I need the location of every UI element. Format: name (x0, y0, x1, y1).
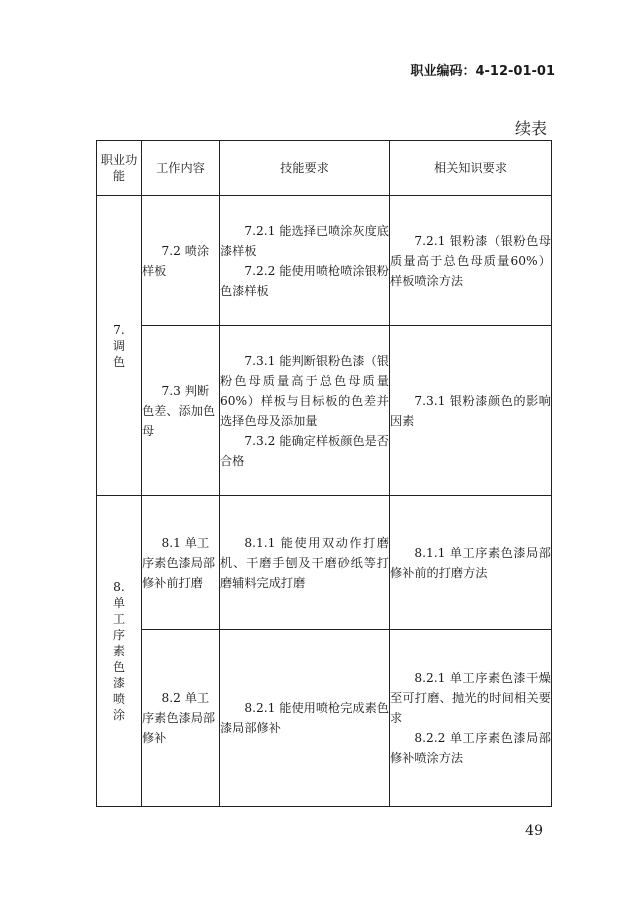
table-row (97, 326, 552, 496)
knowledge-cell: 8.1.1 单工序素色漆局部修补前的打磨方法 (390, 496, 552, 630)
header-knowledge: 相关知识要求 (390, 141, 552, 196)
knowledge-cell: 8.2.1 单工序素色漆干燥至可打磨、抛光的时间相关要求 8.2.2 单工序素色漆局部修补喷涂方法 (390, 630, 552, 807)
function-number: 7. (113, 322, 125, 337)
table-row (97, 630, 552, 807)
knowledge-cell: 7.3.1 银粉漆颜色的影响因素 (390, 326, 552, 496)
knowledge-cell: 7.2.1 银粉漆（银粉色母质量高于总色母质量60%）样板喷涂方法 (390, 196, 552, 326)
skills-table (96, 140, 552, 807)
table-row (97, 196, 552, 326)
function-name: 调色 (112, 338, 126, 369)
header-work: 工作内容 (142, 141, 220, 196)
table-header-row (97, 141, 552, 196)
table-row (97, 496, 552, 630)
function-name: 单工序素色漆喷涂 (112, 596, 126, 722)
function-number: 8. (113, 580, 125, 594)
work-cell: 8.2 单工序素色漆局部修补 (142, 630, 220, 807)
function-cell-7 (97, 196, 142, 496)
skills-cell: 8.2.1 能使用喷枪完成素色漆局部修补 (220, 630, 390, 807)
page-number: 49 (525, 823, 543, 839)
continued-label: 续表 (514, 119, 547, 138)
skills-cell: 8.1.1 能使用双动作打磨机、干磨手刨及干磨砂纸等打磨辅料完成打磨 (220, 496, 390, 630)
skills-cell: 7.2.1 能选择已喷涂灰度底漆样板 7.2.2 能使用喷枪喷涂银粉色漆样板 (220, 196, 390, 326)
header-skills: 技能要求 (220, 141, 390, 196)
skills-cell: 7.3.1 能判断银粉色漆（银粉色母质量高于总色母质量60%）样板与目标板的色差并选择色母及添加量 7.3.2 能确定样板颜色是否合格 (220, 326, 390, 496)
work-cell: 8.1 单工序素色漆局部修补前打磨 (142, 496, 220, 630)
work-cell: 7.2 喷涂样板 (142, 196, 220, 326)
occupation-code: 职业编码：4-12-01-01 (410, 64, 555, 79)
function-cell-8 (97, 496, 142, 807)
header-function: 职业功能 (97, 141, 142, 196)
work-cell: 7.3 判断色差、添加色母 (142, 326, 220, 496)
